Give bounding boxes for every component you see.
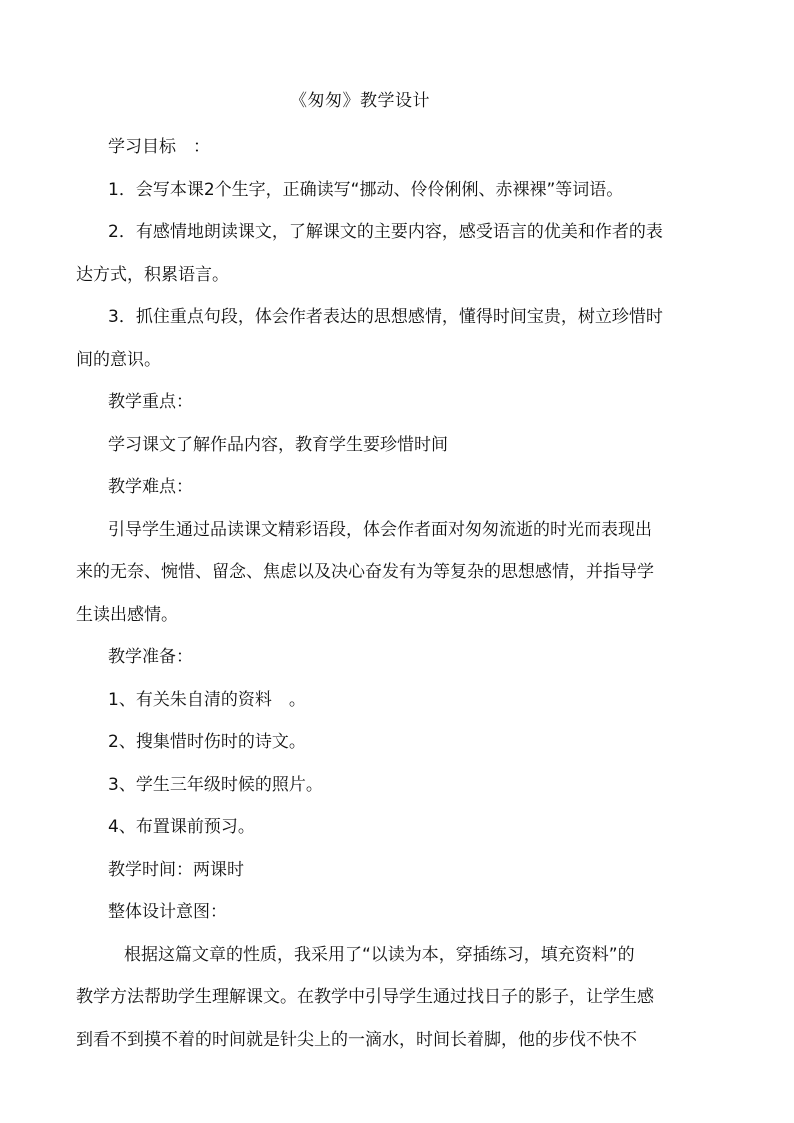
key-points-text: 学习课文了解作品内容，教育学生要珍惜时间: [108, 434, 448, 455]
difficulty-line-1: 引导学生通过品读课文精彩语段，体会作者面对匆匆流逝的时光而表现出: [108, 519, 652, 540]
preparation-heading: 教学准备：: [108, 647, 193, 667]
goals-heading: 学习目标 ：: [108, 137, 210, 157]
goal-item-3-line-2: 间的意识。: [76, 349, 161, 370]
document-title: 《匆匆》教学设计: [290, 91, 430, 111]
preparation-item-2: 2、搜集惜时伤时的诗文。: [108, 732, 306, 752]
difficulty-line-3: 生读出感情。: [76, 604, 178, 625]
design-intent-line-1: 根据这篇文章的性质，我采用了“以读为本，穿插练习，填充资料”的: [124, 944, 635, 965]
difficulty-heading: 教学难点：: [108, 477, 193, 497]
goal-item-2-line-2: 达方式，积累语言。: [76, 264, 229, 285]
document-body: [76, 126, 714, 1061]
design-intent-line-3: 到看不到摸不着的时间就是针尖上的一滴水，时间长着脚，他的步伐不快不: [76, 1029, 637, 1050]
goal-item-1: 1．会写本课2个生字，正确读写“挪动、伶伶俐俐、赤裸裸”等词语。: [108, 179, 624, 200]
preparation-item-3: 3、学生三年级时候的照片。: [108, 774, 323, 795]
preparation-item-4: 4、布置课前预习。: [108, 817, 255, 837]
preparation-item-1: 1、有关朱自清的资料 。: [108, 689, 306, 710]
teaching-time: 教学时间：两课时: [108, 859, 244, 880]
goal-item-2-line-1: 2．有感情地朗读课文，了解课文的主要内容，感受语言的优美和作者的表: [108, 222, 663, 242]
goal-item-3-line-1: 3．抓住重点句段，体会作者表达的思想感情，懂得时间宝贵，树立珍惜时: [108, 307, 663, 327]
design-intent-line-2: 教学方法帮助学生理解课文。在教学中引导学生通过找日子的影子，让学生感: [76, 987, 654, 1007]
difficulty-line-2: 来的无奈、惋惜、留念、焦虑以及决心奋发有为等复杂的思想感情，并指导学: [76, 562, 654, 582]
key-points-heading: 教学重点：: [108, 392, 193, 412]
design-intent-heading: 整体设计意图：: [108, 902, 227, 922]
